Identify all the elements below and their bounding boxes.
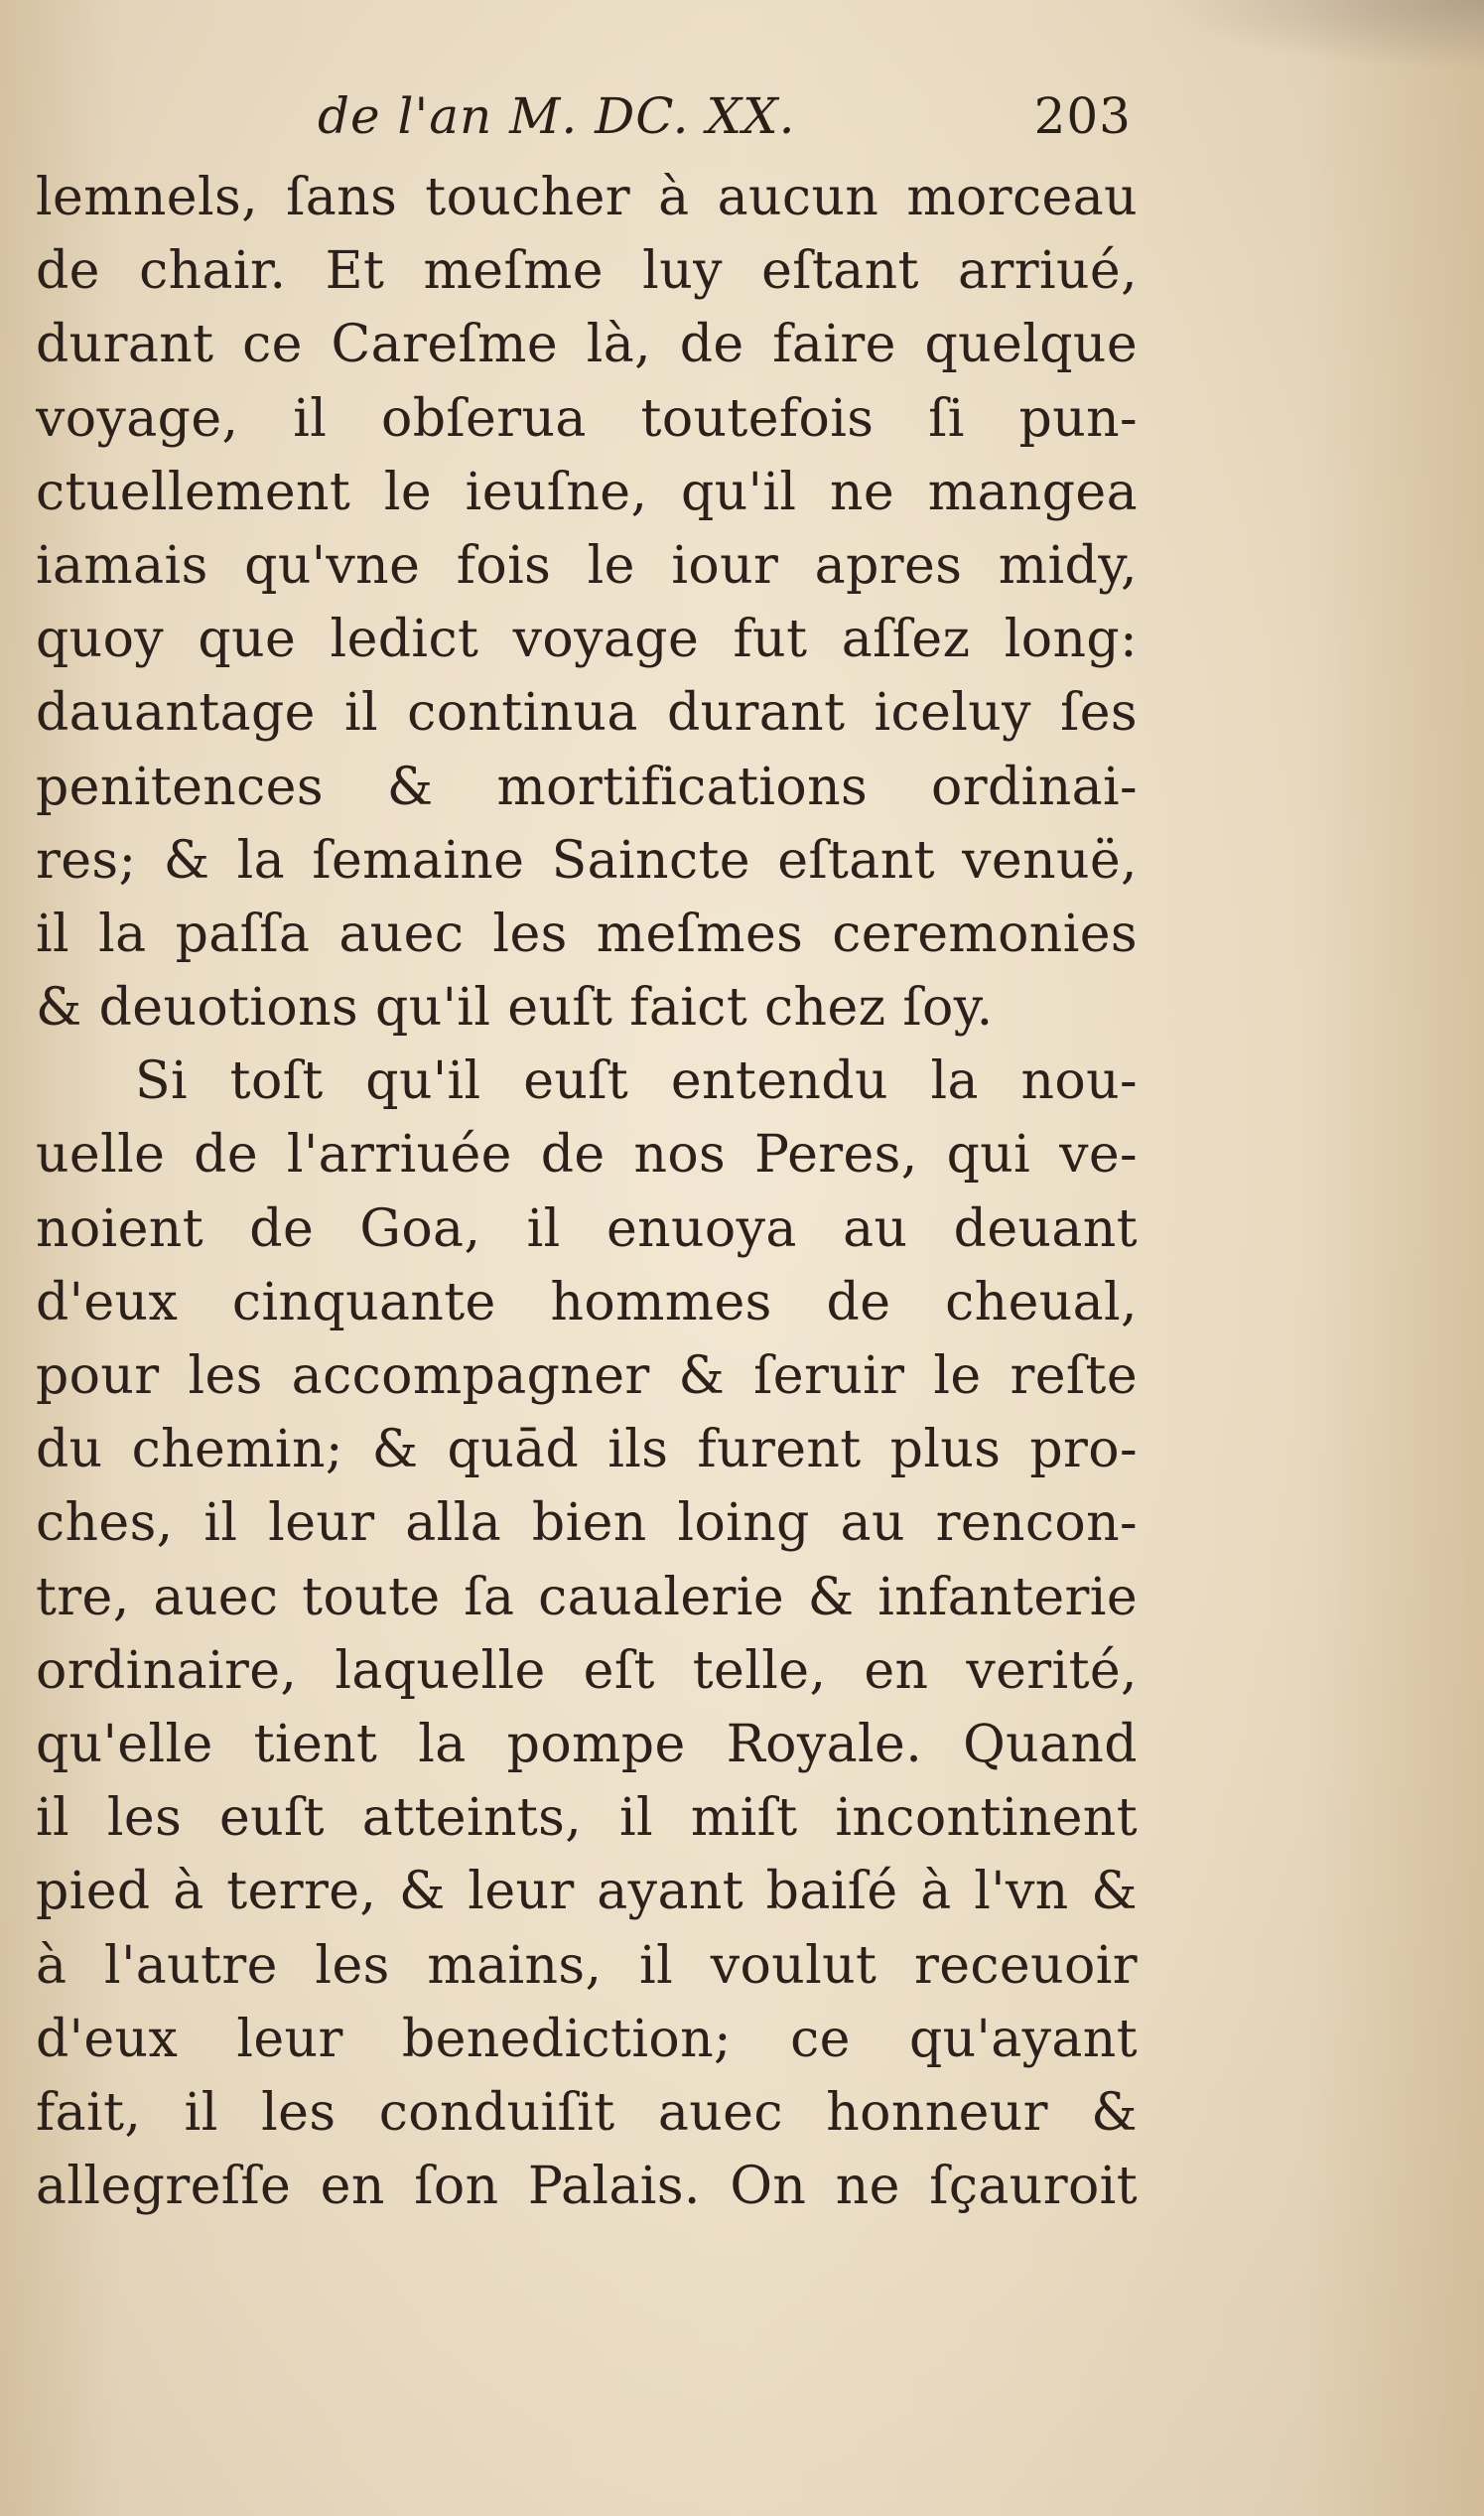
- text-line: il la paſſa auec les meſmes ceremonies: [36, 904, 1138, 964]
- text-line: iamais qu'vne fois le iour apres midy,: [36, 535, 1138, 596]
- text-line: pied à terre, & leur ayant baiſé à l'vn &: [36, 1862, 1138, 1922]
- paragraph-start-line: Si toſt qu'il euſt entendu la nou-: [135, 1051, 1138, 1112]
- text-line: voyage, il obſerua toutefois ſi pun-: [36, 388, 1138, 449]
- text-line: lemnels, ſans toucher à aucun morceau: [36, 168, 1138, 227]
- text-line: d'eux leur benediction; ce qu'ayant: [36, 2009, 1138, 2069]
- body-text: [36, 161, 1138, 2223]
- text-line: res; & la ſemaine Saincte eſtant venuë,: [36, 830, 1138, 891]
- page-header: [318, 87, 1132, 167]
- text-line: d'eux cinquante hommes de cheual,: [36, 1272, 1138, 1332]
- text-line: pour les accompagner & ſeruir le reſte: [36, 1346, 1138, 1406]
- text-line: à l'autre les mains, il voulut receuoir: [36, 1935, 1138, 1996]
- text-line: durant ce Careſme là, de faire quelque: [36, 315, 1138, 375]
- text-line: allegreſſe en ſon Palais. On ne ſçauroit: [36, 2157, 1138, 2217]
- text-line: quoy que ledict voyage fut aſſez long:: [36, 610, 1138, 670]
- text-line: ctuellement le ieuſne, qu'il ne mangea: [36, 462, 1138, 522]
- text-line: de chair. Et meſme luy eſtant arriué,: [36, 241, 1138, 302]
- text-line: noient de Goa, il enuoya au deuant: [36, 1198, 1138, 1259]
- text-line: uelle de l'arriuée de nos Peres, qui ve-: [36, 1125, 1138, 1186]
- text-line: il les euſt atteints, il miſt incontinent: [36, 1788, 1138, 1849]
- text-line: tre, auec toute ſa caualerie & infanterie: [36, 1567, 1138, 1627]
- text-line: ordinaire, laquelle eſt telle, en verité,: [36, 1640, 1138, 1701]
- text-line: dauantage il continua durant iceluy ſes: [36, 683, 1138, 744]
- text-line: du chemin; & quād ils furent plus pro-: [36, 1420, 1138, 1480]
- page-number: 203: [1033, 87, 1132, 145]
- text-line: qu'elle tient la pompe Royale. Quand: [36, 1714, 1138, 1774]
- running-head: de l'an M. DC. XX.: [318, 87, 796, 145]
- paragraph-end-line: & deuotions qu'il euſt faict chez ſoy.: [36, 978, 994, 1039]
- text-line: fait, il les conduiſit auec honneur &: [36, 2082, 1138, 2143]
- text-line: ches, il leur alla bien loing au rencon-: [36, 1493, 1138, 1554]
- text-line: penitences & mortifications ordinai-: [36, 757, 1138, 817]
